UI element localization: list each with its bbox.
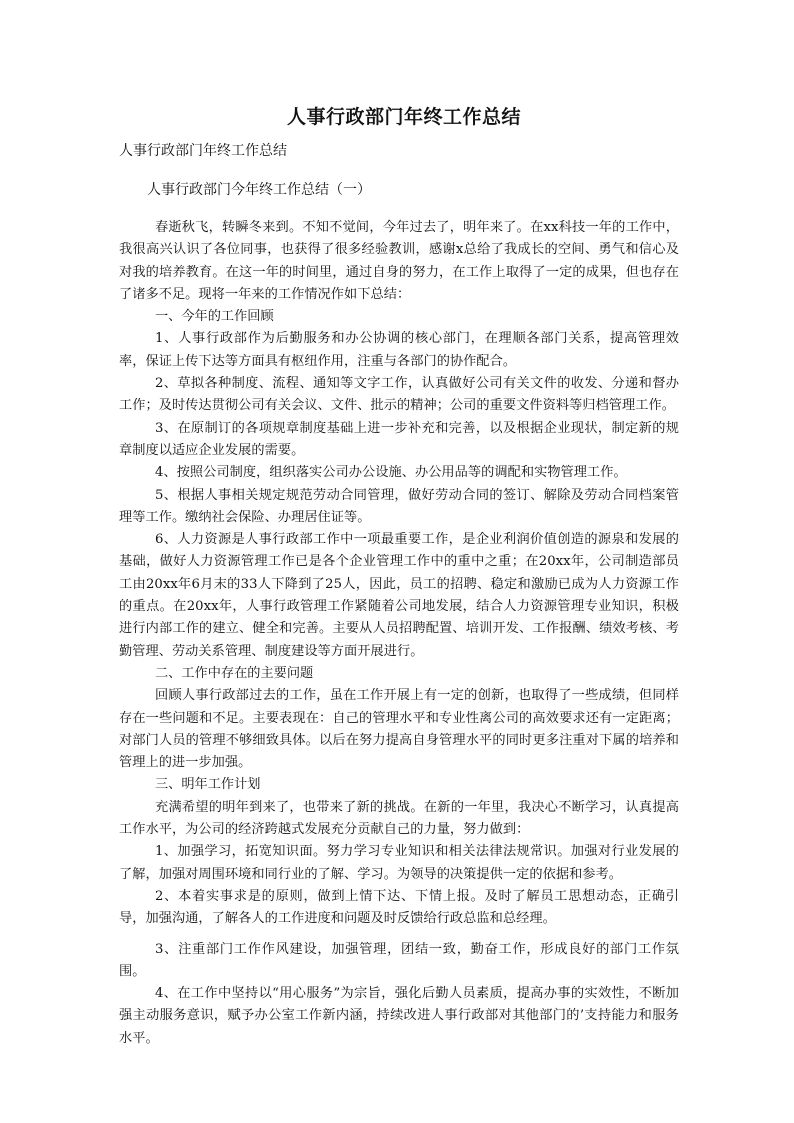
- document-subtitle: 人事行政部门年终工作总结: [119, 143, 287, 159]
- paragraph: 2、本着实事求是的原则，做到上情下达、下情上报。及时了解员工思想动态，正确引导，加强沟通，了解各人的工作进度和问题及时反馈给行政总监和总经理。: [119, 888, 679, 927]
- document-page: [119, 104, 679, 1050]
- paragraph: 春逝秋飞，转瞬冬来到。不知不觉间，今年过去了，明年来了。在xx科技一年的工作中，我很高兴认识了各位同事，也获得了很多经验教训，感谢x总给了我成长的空间、勇气和信心及对我的培养教育。在这一年的时间里，通过自身的努力，在工作上取得了一定的成果，但也存在了诸多不足。现将一年来的工作情况作如下总结：: [119, 220, 679, 302]
- paragraph: 充满希望的明年到来了，也带来了新的挑战。在新的一年里，我决心不断学习，认真提高工作水平，为公司的经济跨越式发展充分贡献自己的力量，努力做到：: [119, 799, 679, 838]
- section-heading: 二、工作中存在的主要问题: [155, 665, 314, 681]
- paragraph: 5、根据人事相关规定规范劳动合同管理，做好劳动合同的签订、解除及劳动合同档案管理等工作。缴纳社会保险、办理居住证等。: [119, 487, 679, 525]
- paragraph: 1、人事行政部作为后勤服务和办公协调的核心部门，在理顺各部门关系，提高管理效率，保证上传下达等方面具有枢纽作用，注重与各部门的协作配合。: [119, 331, 679, 369]
- section-heading: 三、明年工作计划: [155, 777, 261, 793]
- paragraph: 6、人力资源是人事行政部工作中一项最重要工作，是企业利润价值创造的源泉和发展的基础，做好人力资源管理工作已是各个企业管理工作中的重中之重；在20xx年，公司制造部员工由20xx年6月末的33人下降到了25人，因此，员工的招聘、稳定和激励已成为人力资源工作的重点。在20xx年，人事行政管理工作紧随着公司地发展，结合人力资源管理专业知识，积极进行内部工作的建立、健全和完善。主要从人员招聘配置、培训开发、工作报酬、绩效考核、考勤管理、劳动关系管理、制度建设等方面开展进行。: [119, 532, 679, 659]
- paragraph: 回顾人事行政部过去的工作，虽在工作开展上有一定的创新，也取得了一些成绩，但同样存在一些问题和不足。主要表现在：自己的管理水平和专业性离公司的高效要求还有一定距离；对部门人员的管理不够细致具体。以后在努力提高自身管理水平的同时更多注重对下属的培养和管理上的进一步加强。: [119, 688, 679, 771]
- document-title: 人事行政部门年终工作总结: [286, 106, 521, 128]
- paragraph: 3、注重部门工作作风建设，加强管理，团结一致，勤奋工作，形成良好的部门工作氛围。: [119, 941, 679, 979]
- section-heading: 一、今年的工作回顾: [155, 309, 274, 325]
- paragraph: 2、草拟各种制度、流程、通知等文字工作，认真做好公司有关文件的收发、分递和督办工作；及时传达贯彻公司有关会议、文件、批示的精神；公司的重要文件资料等归档管理工作。: [119, 376, 679, 414]
- part-heading: 人事行政部门今年终工作总结（一）: [147, 182, 371, 198]
- body-text: [119, 217, 679, 1050]
- paragraph: 4、按照公司制度，组织落实公司办公设施、办公用品等的调配和实物管理工作。: [155, 465, 627, 481]
- paragraph: 4、在工作中坚持以“用心服务”为宗旨，强化后勤人员素质，提高办事的实效性，不断加强主动服务意识，赋予办公室工作新内涵，持续改进人事行政部对其他部门的’支持能力和服务水平。: [119, 986, 679, 1046]
- paragraph: 3、在原制订的各项规章制度基础上进一步补充和完善，以及根据企业现状，制定新的规章制度以适应企业发展的需要。: [119, 420, 679, 458]
- paragraph: 1、加强学习，拓宽知识面。努力学习专业知识和相关法律法规常识。加强对行业发展的了解，加强对周围环境和同行业的了解、学习。为领导的决策提供一定的依据和参考。: [119, 844, 679, 882]
